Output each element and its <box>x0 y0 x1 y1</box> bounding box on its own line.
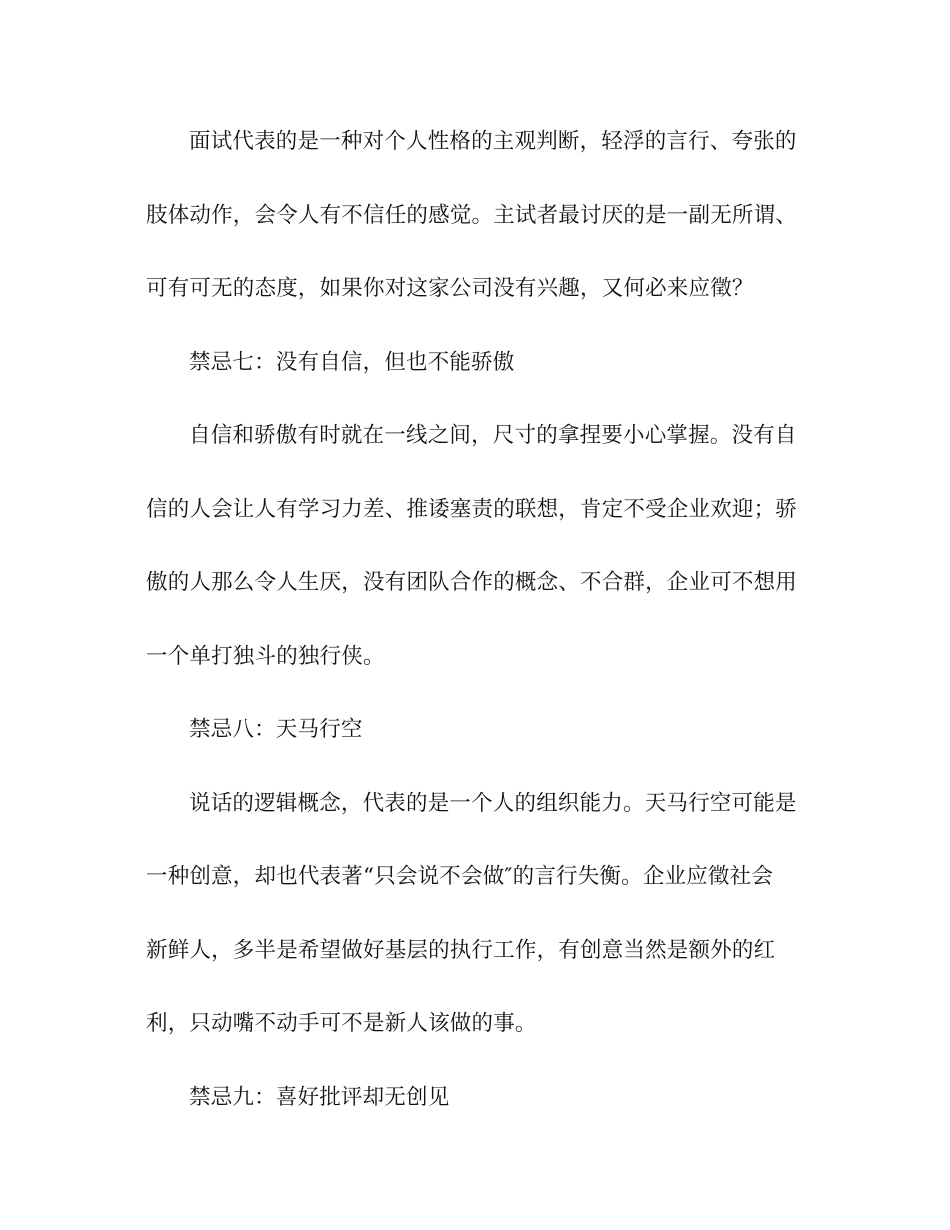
paragraph-line: 利，只动嘴不动手可不是新人该做的事。 <box>146 1011 537 1036</box>
section-heading: 禁忌八：天马行空 <box>189 717 363 742</box>
document-body <box>146 122 806 1151</box>
section-heading: 禁忌九：喜好批评却无创见 <box>189 1084 450 1110</box>
paragraph-line: 一种创意，却也代表著“只会说不会做″的言行失衡。企业应徵社会 <box>146 864 774 889</box>
paragraph-line: 说话的逻辑概念，代表的是一个人的组织能力。天马行空可能是 <box>189 790 797 816</box>
paragraph-line: 肢体动作，会令人有不信任的感觉。主试者最讨厌的是一副无所谓、 <box>146 202 798 228</box>
paragraph-line: 一个单打独斗的独行侠。 <box>146 643 385 669</box>
paragraph-line: 新鲜人，多半是希望做好基层的执行工作，有创意当然是额外的红 <box>146 937 776 963</box>
section-heading: 禁忌七：没有自信，但也不能骄傲 <box>189 349 515 375</box>
paragraph-line: 面试代表的是一种对个人性格的主观判断，轻浮的言行、夸张的 <box>189 129 797 154</box>
paragraph-line: 信的人会让人有学习力差、推诿塞责的联想，肯定不受企业欢迎；骄 <box>146 496 798 522</box>
paragraph-line: 傲的人那么令人生厌，没有团队合作的概念、不合群，企业可不想用 <box>146 570 798 595</box>
paragraph-line: 自信和骄傲有时就在一线之间，尺寸的拿捏要小心掌握。没有自 <box>189 423 797 448</box>
paragraph-line: 可有可无的态度，如果你对这家公司没有兴趣，又何必来应徵？ <box>146 276 754 301</box>
